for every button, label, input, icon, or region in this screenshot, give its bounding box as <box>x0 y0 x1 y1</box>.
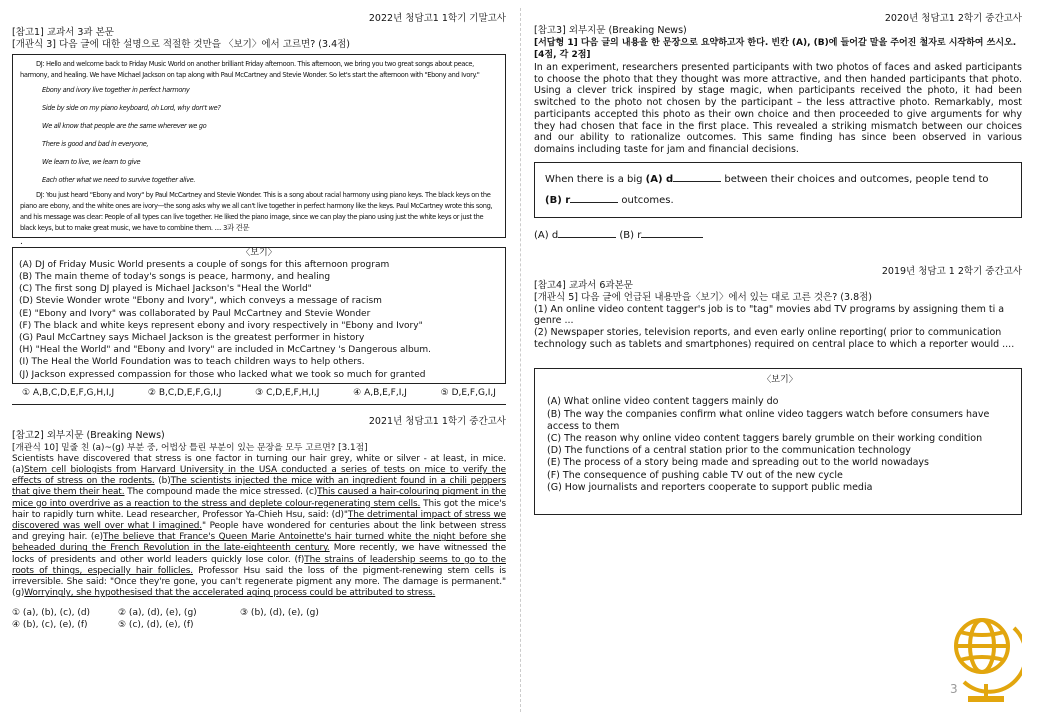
passage-text: Professor Hsu said the loss of the pigment-renewing stem cells is irreversible. She said: "Once they're gone, you can't regenerate pigment any more. The damage is permanent." (g) <box>12 565 507 599</box>
question-q2: [개관식 10] 밑줄 친 (a)~(g) 부분 중, 어법상 틀린 부분이 있는 문장을 모두 고르면? [3.1점] <box>12 442 368 453</box>
blank-b <box>570 202 618 203</box>
source-label-q1: 2022년 청담고1 1학기 기말고사 <box>368 13 506 24</box>
passage-outro: DJ: You just heard "Ebony and Ivory" by Paul McCartney and Stevie Wonder. This is a song about racial harmony using piano keys. The black keys on the piano are ebony, and the white ones are ivory—the song asks why we all can't live together in perfect harmony like the keys. Paul McCartney wrote this song, and his message was clear: People of all types can live together. He liked the piano image, since we can play the piano using just the white keys or just the black keys, but to make great music, we have to combine them. .... 3과 견문 <box>20 189 493 233</box>
lyric-line: Each other what we need to survive together alive. <box>42 174 196 184</box>
page-number: 3 <box>950 682 958 696</box>
bogi-title: 〈보기〉 <box>241 247 277 258</box>
option-3[interactable]: ③ C,D,E,F,H,I,J <box>255 387 320 398</box>
passage-text: (b) <box>154 476 171 487</box>
underlined-d: The detrimental impact of stress we discovered was well over what I imagined. <box>12 509 506 532</box>
summary-b-prefix: (B) r <box>545 194 571 206</box>
lyric-line: We all know that people are the same wherever we go <box>42 120 207 130</box>
underlined-f: The strains of leadership seems to go to the roots of things, especially hair follicles. <box>12 554 506 576</box>
answer-b-blank[interactable] <box>641 237 703 238</box>
summary-text: between their choices and outcomes, people tend to <box>721 173 989 185</box>
stray-dot: . <box>20 236 23 247</box>
line-2-q4: (2) Newspaper stories, television reports, and even early online reporting( prior to communication technology such as tablets and smartphones) required on central place to which a reporter would .... <box>534 327 1015 350</box>
passage-text: " People have wondered for centuries about the link between stress and greying hair. (e) <box>12 521 506 543</box>
right-column <box>534 8 1022 515</box>
option-3[interactable]: ③ (b), (d), (e), (g) <box>240 608 319 619</box>
answer-line-q3 <box>534 230 1022 241</box>
bogi-item: (I) The Heal the World Foundation was to teach children ways to help others. <box>19 357 365 368</box>
globe-icon <box>948 610 1022 706</box>
option-1[interactable]: ① A,B,C,D,E,F,G,H,I,J <box>22 387 115 398</box>
lyric-line: We learn to live, we learn to give <box>42 156 141 166</box>
line-1-q4: (1) An online video content tagger's job is to "tag" movies abd TV programs by assigning them ti a genre ... <box>534 303 1005 327</box>
bogi-item: (G) Paul McCartney says Michael Jackson is the greatest performer in history <box>19 333 365 343</box>
passage-q3: In an experiment, researchers presented participants with two photos of faces and asked participants to choose the photo that they thought was more attractive, and then handed participants that photo. Using a clever trick inspired by stage magic, when participants received the photo, it had been switched to the photo not chosen by the participant – the less attractive photo. Remarkably, most participants accepted this photo as their own choice and then proceeded to give arguments for why they had chosen that face in the first place. This revealed a striking mismatch between our choices and our ability to rationalize outcomes. This same finding has since been observed in various domains including taste for jam and financial decisions. <box>534 62 1022 155</box>
bogi-item: (E) "Ebony and Ivory" was collaborated by Paul McCartney and Stevie Wonder <box>19 308 371 319</box>
passage-intro: DJ: Hello and welcome back to Friday Music World on another brilliant Friday afternoon. This afternoon, we bring you two great songs about peace, harmony, and healing. We have Michael Jackson on tap along with Paul McCartney and Stevie Wonder. So let's start the afternoon with "Ebony and Ivory." <box>20 59 480 80</box>
column-divider <box>520 8 521 712</box>
option-2[interactable]: ② B,C,D,E,F,G,I,J <box>147 387 222 398</box>
passage-q2 <box>12 454 506 600</box>
bogi-item: (C) The reason why online video content taggers barely grumble on their working condition <box>547 433 983 445</box>
ref-label-q1: [참고1] 교과서 3과 본문 <box>12 27 114 38</box>
source-label-q4: 2019년 청담고 1 2학기 중간고사 <box>881 265 1022 277</box>
underlined-b: The scientists injected the mice with an ingredient found in a chili peppers that give them their heat. <box>12 476 506 498</box>
summary-text: When there is a big <box>545 173 646 185</box>
bogi-item: (D) The functions of a central station prior to the communication technology <box>547 445 911 457</box>
answer-a-label: (A) d <box>534 229 559 241</box>
divider-q2 <box>12 404 506 405</box>
option-2[interactable]: ② (a), (d), (e), (g) <box>118 608 197 619</box>
bogi-item: (G) How journalists and reporters cooperate to support public media <box>547 481 873 493</box>
bogi-item: (C) The first song DJ played is Michael Jackson's "Heal the World" <box>19 284 312 295</box>
underlined-g: Worryingly, she hypothesised that the accelerated aging process could be attributed to stress. <box>24 588 436 599</box>
question-q3: [서답형 1] 다음 글의 내용을 한 문장으로 요약하고자 한다. 빈칸 (A), (B)에 들어갈 말을 주어진 철자로 시작하여 쓰시오. [4점, 각 2점] <box>534 38 1017 60</box>
answer-b-label: (B) r <box>619 229 642 241</box>
source-label-q3: 2020년 청담고1 2학기 중간고사 <box>884 13 1022 24</box>
bogi-item: (E) The process of a story being made and spreading out to the world nowadays <box>547 457 930 469</box>
bogi-item: (F) The black and white keys represent ebony and ivory respectively in "Ebony and Ivory" <box>19 320 423 331</box>
option-5[interactable]: ⑤ (c), (d), (e), (f) <box>118 620 194 631</box>
bogi-title: 〈보기〉 <box>762 375 798 386</box>
bogi-item: (A) DJ of Friday Music World presents a couple of songs for this afternoon program <box>19 259 390 270</box>
lyric-line: There is good and bad in everyone, <box>42 138 149 148</box>
bogi-item: (B) The main theme of today's songs is peace, harmony, and healing <box>19 271 331 282</box>
question-q1: [개관식 3] 다음 글에 대한 설명으로 적절한 것만을 〈보기〉에서 고르면? (3.4점) <box>12 39 350 50</box>
left-column <box>12 8 506 631</box>
bogi-box-q4 <box>534 368 1022 515</box>
bogi-item: (H) "Heal the World" and "Ebony and Ivory" are included in McCartney 's Dangerous album. <box>19 345 432 356</box>
summary-box <box>534 162 1022 218</box>
options-q1 <box>12 384 506 398</box>
passage-text: Scientists have discovered that stress is one factor in turning our hair grey, white or silver - at least, in mice. (a) <box>12 453 506 476</box>
bogi-item: (F) The consequence of pushing cable TV out of the new cycle <box>547 469 843 481</box>
underlined-a: Stem cell biologists from Harvard University in the USA conducted a series of tests on mice to verify the effects of stress on the rodents. <box>12 465 506 487</box>
bogi-item: (J) Jackson expressed compassion for those who lacked what we took so much for granted <box>19 369 426 380</box>
bogi-item: (A) What online video content taggers mainly do <box>547 396 779 408</box>
blank-a <box>673 181 721 182</box>
underlined-c: This caused a hair-colouring pigment in the mice go into overdrive as a reaction to the stress and deplete colour-regenerating stem cells. <box>12 487 507 509</box>
answer-a-blank[interactable] <box>558 237 616 238</box>
lyric-line: Side by side on my piano keyboard, oh Lord, why don't we? <box>42 102 221 112</box>
passage-text: This got the mice's hair to rapidly turn white. Lead researcher, Professor Ya-Chieh Hsu, said: (d)" <box>12 498 507 520</box>
options-q2 <box>12 607 506 631</box>
bogi-list <box>547 396 1013 494</box>
bogi-list <box>13 259 505 383</box>
option-4[interactable]: ④ A,B,E,F,I,J <box>353 387 407 398</box>
question-q4: [개관식 5] 다음 글에 언급된 내용만을〈보기〉에서 있는 대로 고른 것은? (3.8점) <box>534 291 872 303</box>
option-1[interactable]: ① (a), (b), (c), (d) <box>12 608 91 619</box>
passage-text: The compound made the mice stressed. (c) <box>124 487 318 498</box>
bogi-item: (B) The way the companies confirm what online video taggers watch before consumers have access to them <box>547 408 990 432</box>
lyric-line: Ebony and ivory live together in perfect harmony <box>42 84 190 94</box>
bogi-box-q1 <box>12 247 506 384</box>
lyrics <box>20 81 498 189</box>
underlined-e: The believe that France's Queen Marie Antoinette's hair turned white the night before she beheaded during the French Revolution in the late-eighteenth century. <box>12 532 506 554</box>
summary-text: outcomes. <box>618 194 674 206</box>
passage-text: More recently, we have witnessed the locks of presidents and other world leaders quickly lose color. (f) <box>12 543 506 565</box>
passage-box-q1 <box>12 54 506 238</box>
source-label-q2: 2021년 청담고1 1학기 중간고사 <box>368 415 506 427</box>
summary-a-prefix: (A) d <box>645 173 674 185</box>
ref-label-q2: [참고2] 외부지문 (Breaking News) <box>12 429 165 441</box>
option-5[interactable]: ⑤ D,E,F,G,I,J <box>440 387 496 398</box>
ref-label-q3: [참고3] 외부지문 (Breaking News) <box>534 25 687 36</box>
option-4[interactable]: ④ (b), (c), (e), (f) <box>12 620 88 631</box>
ref-label-q4: [참고4] 교과서 6과본문 <box>534 279 633 291</box>
bogi-item: (D) Stevie Wonder wrote "Ebony and Ivory", which conveys a message of racism <box>19 296 382 307</box>
